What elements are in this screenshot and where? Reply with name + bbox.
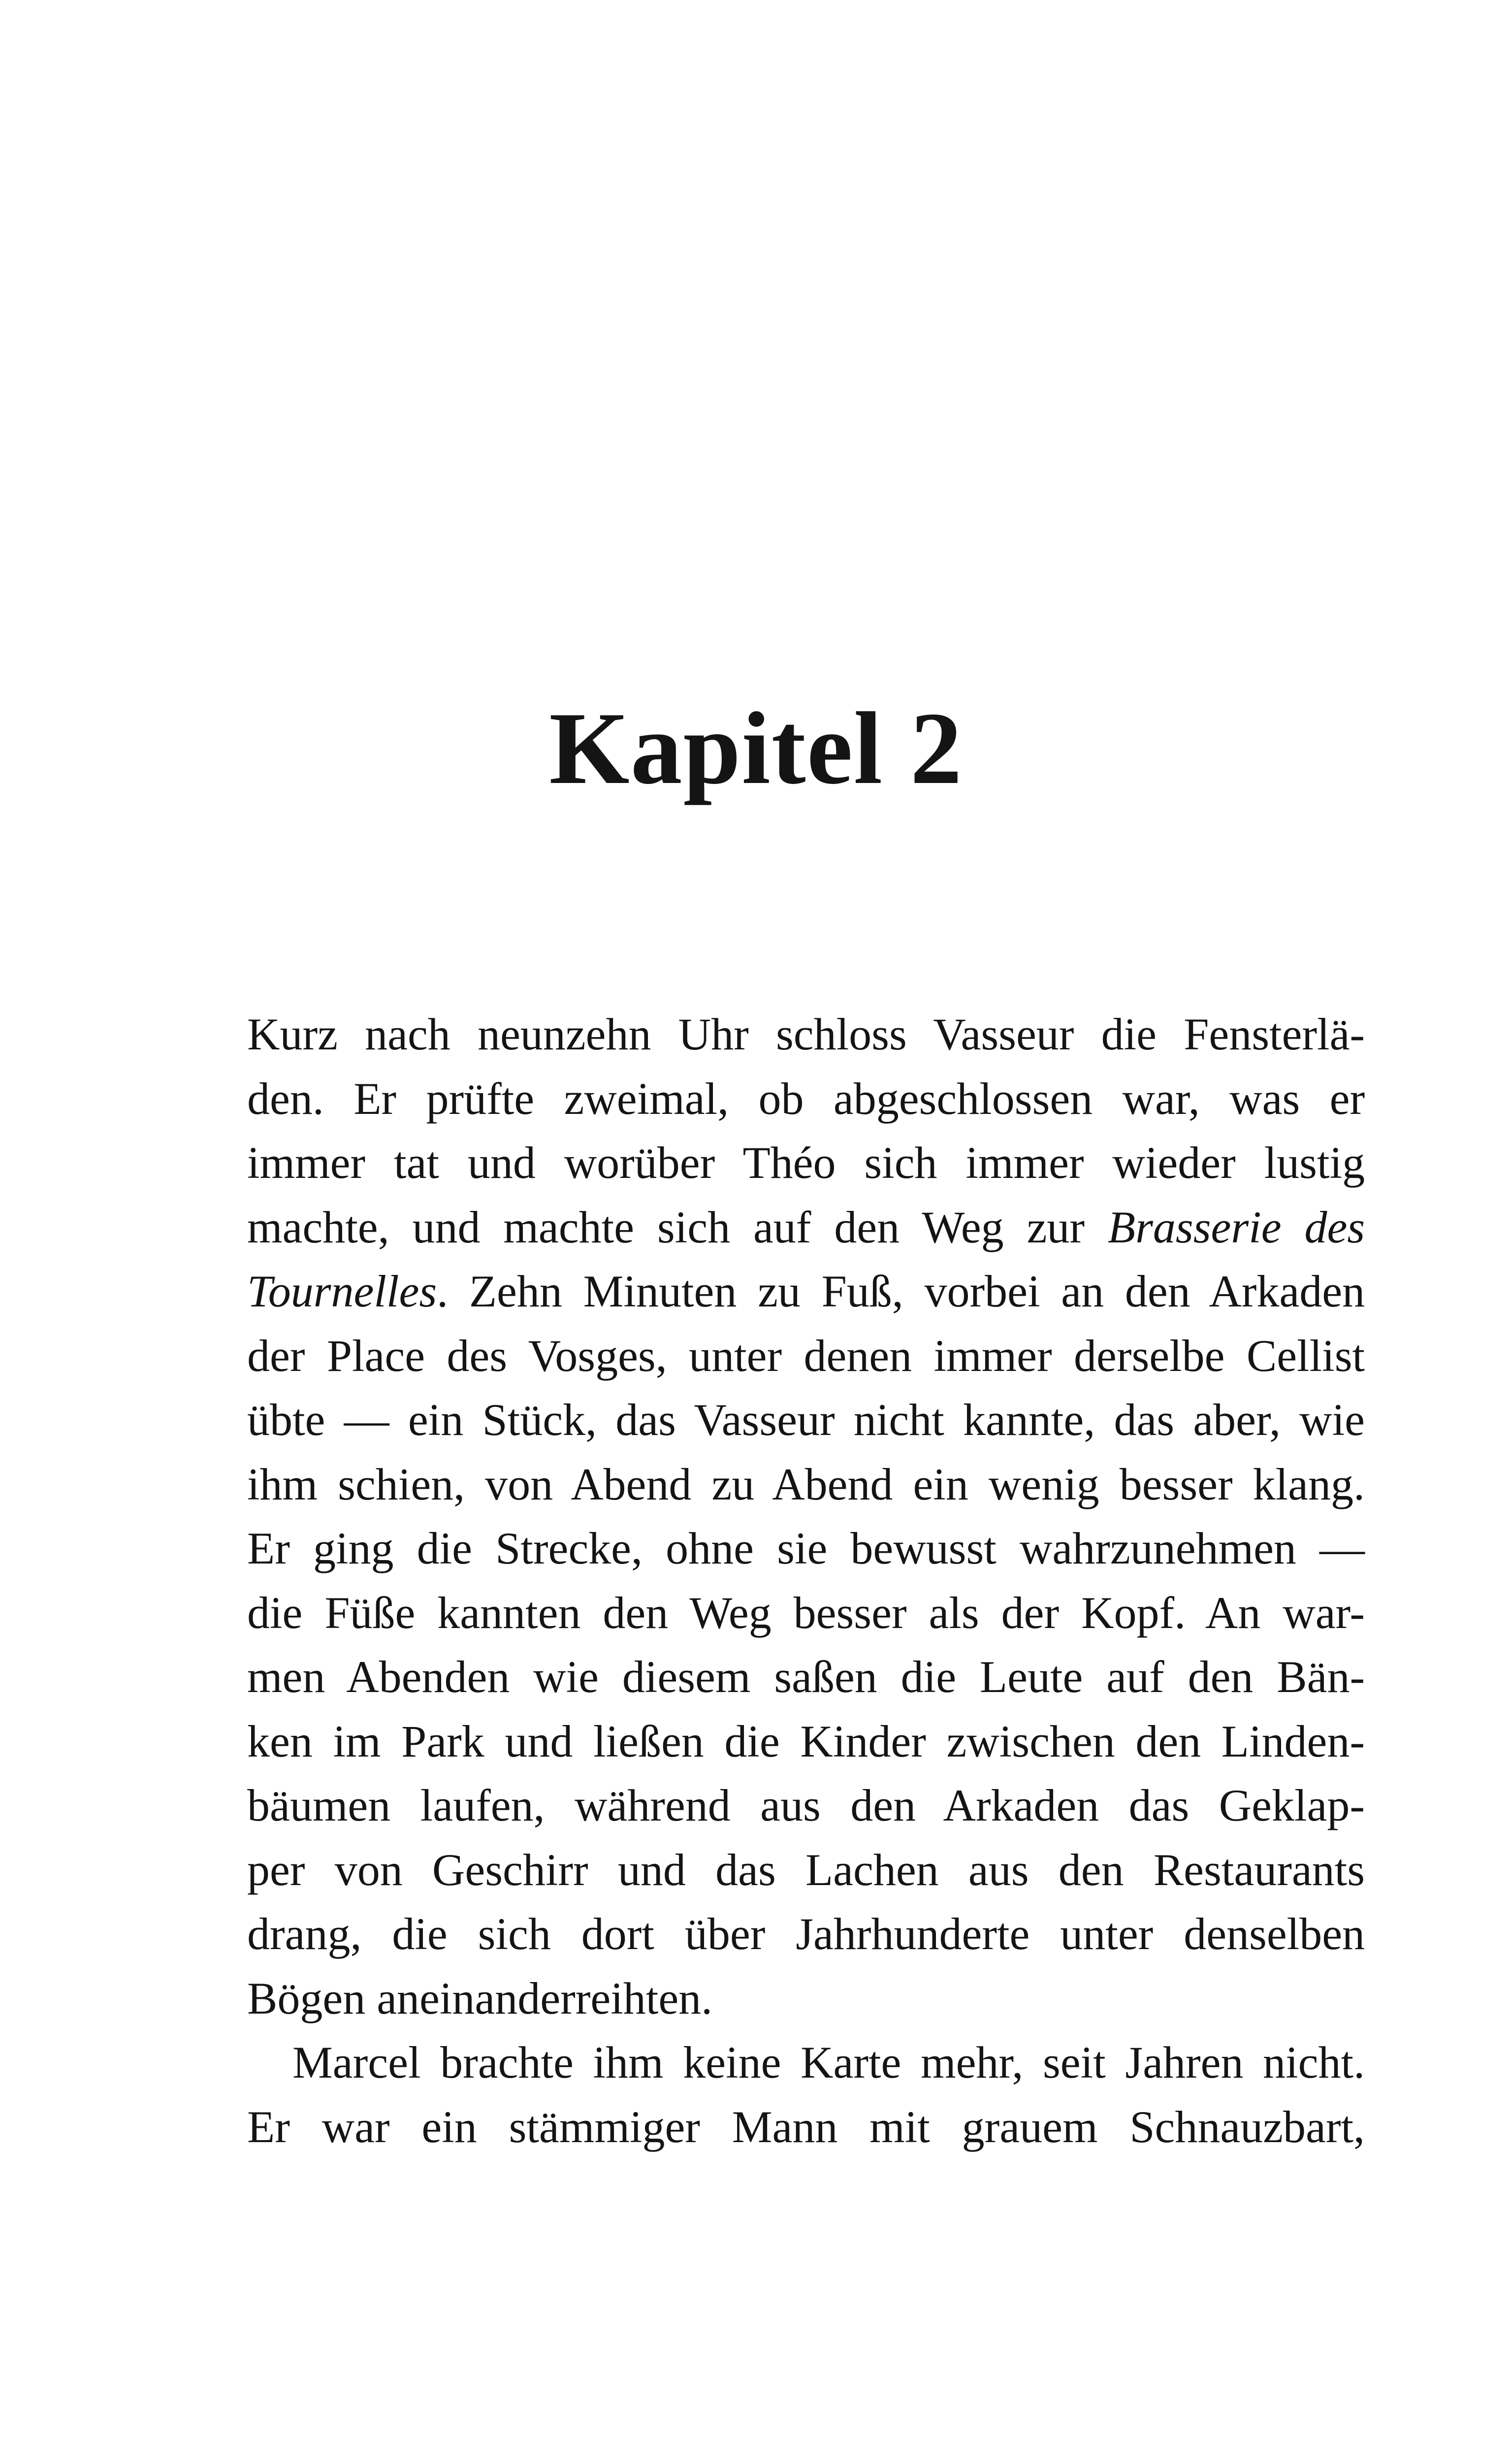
text-line <box>247 1324 1365 1388</box>
line-text: drang, die sich dort über Jahrhunderte unter denselben <box>247 1909 1365 1959</box>
text-line <box>247 1966 1365 2031</box>
italic-text: Brasserie des <box>1107 1202 1365 1252</box>
text-line <box>247 1838 1365 1902</box>
line-text: machte, und machte sich auf den Weg zur <box>247 1202 1085 1252</box>
text-line <box>247 1002 1365 1067</box>
line-text: . Zehn Minuten zu Fuß, vorbei an den Arkaden <box>437 1266 1365 1316</box>
text-line <box>247 2095 1365 2159</box>
line-text: Er war ein stämmiger Mann mit grauem Schnauzbart, <box>247 2101 1365 2152</box>
line-text: ihm schien, von Abend zu Abend ein wenig besser klang. <box>247 1459 1365 1509</box>
text-line <box>247 2030 1365 2095</box>
text-line <box>247 1388 1365 1452</box>
line-text: ken im Park und ließen die Kinder zwischen den Linden- <box>247 1716 1365 1766</box>
chapter-title: Kapitel 2 <box>549 691 963 806</box>
text-line <box>247 1516 1365 1581</box>
text-line <box>247 1773 1365 1838</box>
text-line <box>247 1131 1365 1195</box>
line-text: den. Er prüfte zweimal, ob abgeschlossen war, was er <box>247 1073 1365 1124</box>
line-text: Marcel brachte ihm keine Karte mehr, seit Jahren nicht. <box>292 2037 1365 2087</box>
line-text: Er ging die Strecke, ohne sie bewusst wahrzunehmen — <box>247 1523 1365 1573</box>
line-text: übte — ein Stück, das Vasseur nicht kannte, das aber, wie <box>247 1395 1365 1445</box>
text-line <box>247 1709 1365 1774</box>
line-text: die Füße kannten den Weg besser als der Kopf. An war- <box>247 1587 1365 1638</box>
text-line <box>247 1645 1365 1709</box>
text-line <box>247 1195 1365 1260</box>
chapter-body <box>247 1002 1365 2159</box>
text-line <box>247 1581 1365 1645</box>
line-text: bäumen laufen, während aus den Arkaden das Geklap- <box>247 1780 1365 1830</box>
italic-text: Tournelles <box>247 1266 437 1316</box>
line-text: men Abenden wie diesem saßen die Leute auf den Bän- <box>247 1652 1365 1702</box>
line-text: Bögen aneinanderreihten. <box>247 1973 713 2023</box>
line-text: immer tat und worüber Théo sich immer wieder lustig <box>247 1138 1365 1188</box>
text-line <box>247 1902 1365 1966</box>
line-text: der Place des Vosges, unter denen immer derselbe Cellist <box>247 1330 1365 1381</box>
text-line <box>247 1259 1365 1324</box>
line-text: per von Geschirr und das Lachen aus den Restaurants <box>247 1844 1365 1895</box>
line-text: Kurz nach neunzehn Uhr schloss Vasseur die Fensterlä- <box>247 1009 1365 1059</box>
text-line <box>247 1452 1365 1517</box>
text-line <box>247 1067 1365 1131</box>
